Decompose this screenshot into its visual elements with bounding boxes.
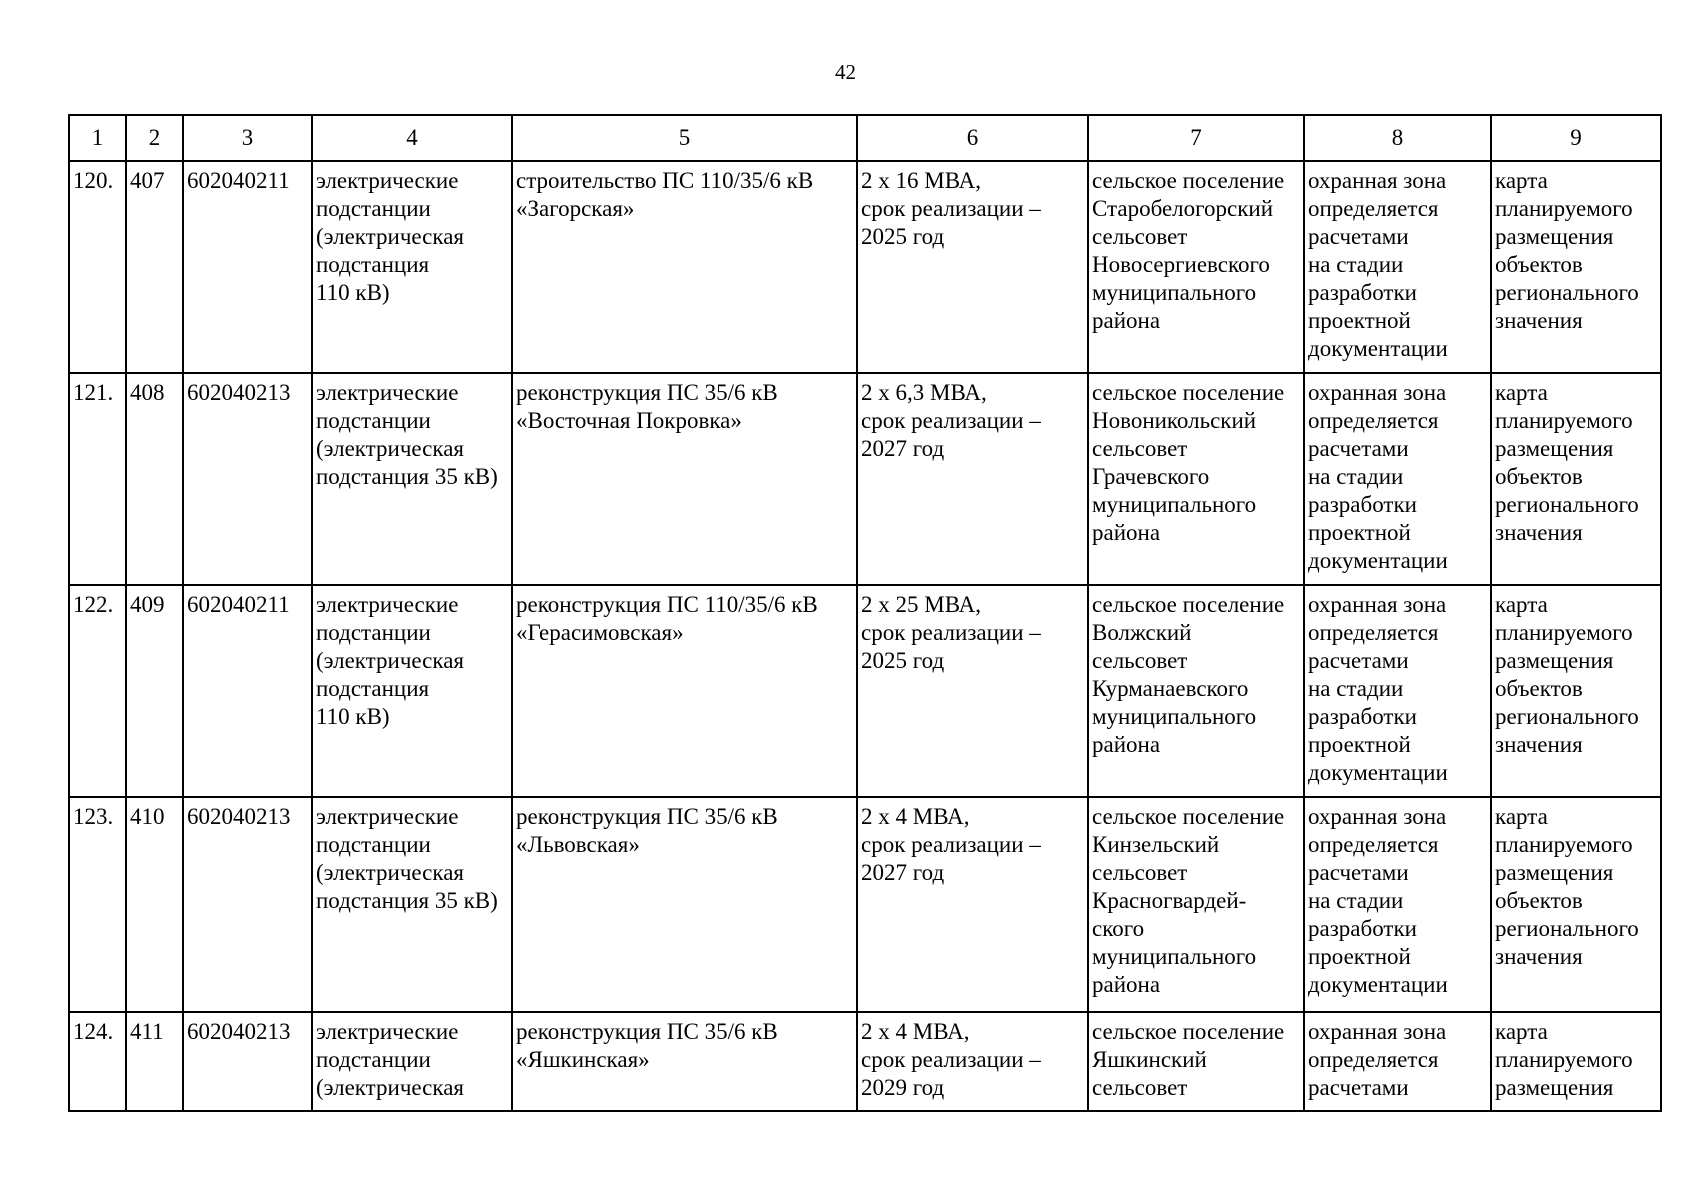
row-number-cell: 121. xyxy=(69,373,126,585)
object-number-cell: 410 xyxy=(126,797,183,1012)
object-code-cell: 602040213 xyxy=(183,373,312,585)
location-cell: сельское поселение Новоникольский сельсовет Грачевского муниципального района xyxy=(1088,373,1304,585)
table-header-row xyxy=(69,115,1661,161)
characteristics-cell: 2 х 4 МВА, срок реализации – 2027 год xyxy=(857,797,1088,1012)
table-row xyxy=(69,373,1661,585)
characteristics-cell: 2 х 6,3 МВА, срок реализации – 2027 год xyxy=(857,373,1088,585)
location-cell: сельское поселение Волжский сельсовет Курманаевского муниципального района xyxy=(1088,585,1304,797)
column-header: 9 xyxy=(1491,115,1661,161)
row-number-cell: 120. xyxy=(69,161,126,373)
object-number-cell: 409 xyxy=(126,585,183,797)
object-number-cell: 407 xyxy=(126,161,183,373)
object-number-cell: 408 xyxy=(126,373,183,585)
map-reference-cell: карта планируемого размещения объектов регионального значения xyxy=(1491,585,1661,797)
objects-table xyxy=(68,114,1662,1112)
column-header: 8 xyxy=(1304,115,1491,161)
page-number: 42 xyxy=(835,60,856,84)
location-cell: сельское поселение Старобелогорский сельсовет Новосергиевского муниципального района xyxy=(1088,161,1304,373)
object-code-cell: 602040211 xyxy=(183,585,312,797)
table-row xyxy=(69,161,1661,373)
object-code-cell: 602040211 xyxy=(183,161,312,373)
object-name-cell: реконструкция ПС 35/6 кВ «Восточная Покровка» xyxy=(512,373,857,585)
object-name-cell: реконструкция ПС 35/6 кВ «Яшкинская» xyxy=(512,1012,857,1111)
characteristics-cell: 2 х 25 МВА, срок реализации – 2025 год xyxy=(857,585,1088,797)
row-number-cell: 122. xyxy=(69,585,126,797)
column-header: 5 xyxy=(512,115,857,161)
zone-cell: охранная зона определяется расчетами xyxy=(1304,1012,1491,1111)
column-header: 7 xyxy=(1088,115,1304,161)
column-header: 6 xyxy=(857,115,1088,161)
row-number-cell: 123. xyxy=(69,797,126,1012)
row-number-cell: 124. xyxy=(69,1012,126,1111)
zone-cell: охранная зона определяется расчетами на стадии разработки проектной документации xyxy=(1304,797,1491,1012)
characteristics-cell: 2 х 4 МВА, срок реализации – 2029 год xyxy=(857,1012,1088,1111)
object-name-cell: реконструкция ПС 110/35/6 кВ «Герасимовская» xyxy=(512,585,857,797)
table-row xyxy=(69,585,1661,797)
map-reference-cell: карта планируемого размещения объектов регионального значения xyxy=(1491,373,1661,585)
map-reference-cell: карта планируемого размещения xyxy=(1491,1012,1661,1111)
map-reference-cell: карта планируемого размещения объектов регионального значения xyxy=(1491,797,1661,1012)
map-reference-cell: карта планируемого размещения объектов регионального значения xyxy=(1491,161,1661,373)
object-name-cell: реконструкция ПС 35/6 кВ «Львовская» xyxy=(512,797,857,1012)
column-header: 4 xyxy=(312,115,512,161)
column-header: 2 xyxy=(126,115,183,161)
table-row xyxy=(69,1012,1661,1111)
location-cell: сельское поселение Кинзельский сельсовет Красногвардей- ского муниципального района xyxy=(1088,797,1304,1012)
zone-cell: охранная зона определяется расчетами на стадии разработки проектной документации xyxy=(1304,585,1491,797)
object-code-cell: 602040213 xyxy=(183,797,312,1012)
zone-cell: охранная зона определяется расчетами на стадии разработки проектной документации xyxy=(1304,373,1491,585)
object-code-cell: 602040213 xyxy=(183,1012,312,1111)
table-row xyxy=(69,797,1661,1012)
object-type-cell: электрические подстанции (электрическая подстанция 35 кВ) xyxy=(312,797,512,1012)
object-type-cell: электрические подстанции (электрическая подстанция 35 кВ) xyxy=(312,373,512,585)
column-header: 1 xyxy=(69,115,126,161)
object-type-cell: электрические подстанции (электрическая подстанция 110 кВ) xyxy=(312,585,512,797)
column-header: 3 xyxy=(183,115,312,161)
object-name-cell: строительство ПС 110/35/6 кВ «Загорская» xyxy=(512,161,857,373)
object-type-cell: электрические подстанции (электрическая подстанция 110 кВ) xyxy=(312,161,512,373)
object-number-cell: 411 xyxy=(126,1012,183,1111)
characteristics-cell: 2 х 16 МВА, срок реализации – 2025 год xyxy=(857,161,1088,373)
object-type-cell: электрические подстанции (электрическая xyxy=(312,1012,512,1111)
location-cell: сельское поселение Яшкинский сельсовет xyxy=(1088,1012,1304,1111)
zone-cell: охранная зона определяется расчетами на стадии разработки проектной документации xyxy=(1304,161,1491,373)
